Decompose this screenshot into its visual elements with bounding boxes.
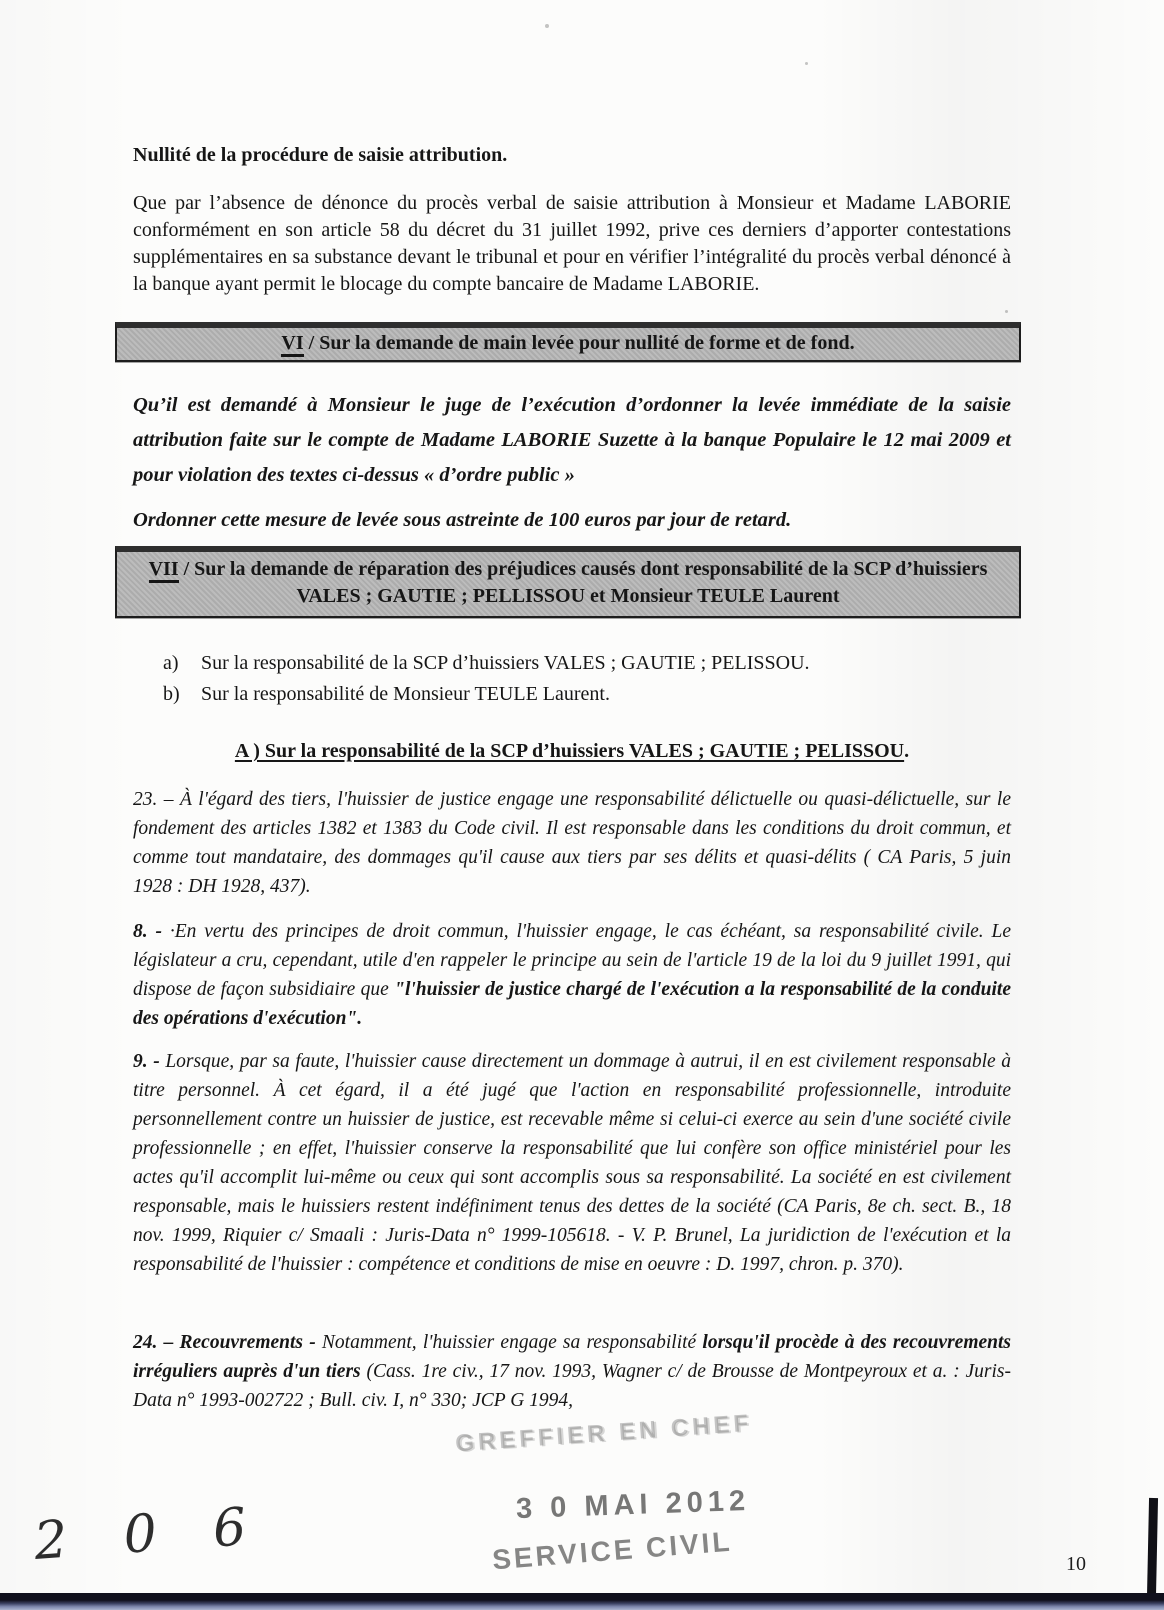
section-vii-title: Sur la demande de réparation des préjudices causés dont responsabilité de la SCP d’huissiers VALES ; GAUTIE ; PELLISSOU et Monsieur TEULE Laurent bbox=[194, 558, 988, 607]
section-vi-numeral: VI bbox=[281, 332, 303, 357]
scan-speck bbox=[1005, 310, 1008, 313]
service-civil-stamp: SERVICE CIVIL bbox=[491, 1525, 734, 1576]
section-vi-title: Sur la demande de main levée pour nullité de forme et de fond. bbox=[319, 332, 855, 354]
list-item bbox=[133, 679, 1011, 710]
list-item-text: Sur la responsabilité de Monsieur TEULE Laurent. bbox=[201, 683, 610, 705]
section-heading-vii bbox=[115, 546, 1021, 618]
paragraph-23: 23. – À l'égard des tiers, l'huissier de justice engage une responsabilité délictuelle ou quasi-délictuelle, sur le fondement des articles 1382 et 1383 du Code civil. Il est responsable dans les conditions du droit commun, et comme tout mandataire, des dommages qu'il cause aux tiers par ses délits et quasi-délits ( CA Paris, 5 juin 1928 : DH 1928, 437). bbox=[133, 789, 1011, 897]
scan-edge-bottom bbox=[0, 1593, 1164, 1610]
list-item-text: Sur la responsabilité de la SCP d’huissiers VALES ; GAUTIE ; PELISSOU. bbox=[201, 652, 810, 674]
date-stamp: 3 0 MAI 2012 bbox=[515, 1484, 751, 1526]
subheading-a-period: . bbox=[904, 740, 910, 762]
scan-edge-right bbox=[1147, 1498, 1158, 1598]
list-item-marker: a) bbox=[163, 652, 179, 674]
paragraph-ordonner: Ordonner cette mesure de levée sous astreinte de 100 euros par jour de retard. bbox=[133, 509, 792, 531]
subheading-a-underlined: A ) Sur la responsabilité de la SCP d’huissiers VALES ; GAUTIE ; PELISSOU bbox=[234, 740, 905, 762]
scan-speck bbox=[545, 24, 549, 28]
document-body bbox=[133, 142, 1011, 1415]
paragraph-demande: Qu’il est demandé à Monsieur le juge de l’exécution d’ordonner la levée immédiate de la saisie attribution faite sur le compte de Madame LABORIE Suzette à la banque Populaire le 12 mai 2009 et pour violation des textes ci-dessus « d’ordre public » bbox=[133, 394, 1011, 486]
section-vi-separator: / bbox=[303, 332, 320, 354]
list-item bbox=[133, 648, 1011, 679]
paragraph-intro: Que par l’absence de dénonce du procès verbal de saisie attribution à Monsieur et Madame LABORIE conformément en son article 58 du décret du 31 juillet 1992, prive ces derniers d’apporter contestations supplémentaires en sa substance devant le tribunal et pour en vérifier l’intégralité du procès verbal dénoncé à la banque ayant permit le blocage du compte bancaire de Madame LABORIE. bbox=[133, 192, 1011, 295]
section-vii-separator: / bbox=[178, 558, 195, 580]
responsibility-list bbox=[133, 648, 1011, 710]
paragraph-8: 8. - ·En vertu des principes de droit commun, l'huissier engage, le cas échéant, sa responsabilité civile. Le législateur a cru, cependant, utile d'en rappeler le principe au sein de l'article 19 de la loi du 9 juillet 1991, qui dispose de façon subsidiaire que "l'huissier de justice chargé de l'exécution a la responsabilité de la conduite des opérations d'exécution". bbox=[133, 921, 1011, 1029]
paragraph-9: 9. - Lorsque, par sa faute, l'huissier cause directement un dommage à autrui, il en est civilement responsable à titre personnel. À cet égard, il a été jugé que l'action en responsabilité professionnelle, introduite personnellement contre un huissier de justice, est recevable même si celui-ci exerce au sein d'une société civile professionnelle ; en effet, l'huissier conserve la responsabilité que lui confère son office ministériel pour les actes qu'il accomplit lui-même ou ceux qui sont accomplis sous sa responsabilité. La société en est civilement responsable, mais le huissiers restent indéfiniment tenus des dettes de la société (CA Paris, 8e ch. sect. B., 18 nov. 1999, Riquier c/ Smaali : Juris-Data n° 1999-105618. - V. P. Brunel, La juridiction de l'exécution et la responsabilité de l'huissier : compétence et conditions de mise en oeuvre : D. 1997, chron. p. 370). bbox=[133, 1051, 1011, 1275]
scan-speck bbox=[805, 62, 808, 65]
paragraph-24: 24. – Recouvrements - Notamment, l'huissier engage sa responsabilité lorsqu'il procède à des recouvrements irréguliers auprès d'un tiers (Cass. 1re civ., 17 nov. 1993, Wagner c/ de Brousse de Montpeyroux et a. : Juris-Data n° 1993-002722 ; Bull. civ. I, n° 330; JCP G 1994, bbox=[133, 1332, 1012, 1411]
heading-nullite: Nullité de la procédure de saisie attribution. bbox=[133, 144, 508, 166]
section-heading-vi bbox=[115, 322, 1021, 362]
page-number: 10 bbox=[1066, 1553, 1086, 1575]
handwritten-folio-number: 2 0 6 bbox=[32, 1495, 269, 1573]
section-vii-numeral: VII bbox=[149, 558, 179, 583]
greffier-stamp: GREFFIER EN CHEF bbox=[454, 1409, 753, 1458]
subheading-a bbox=[133, 738, 1011, 765]
list-item-marker: b) bbox=[163, 683, 180, 705]
